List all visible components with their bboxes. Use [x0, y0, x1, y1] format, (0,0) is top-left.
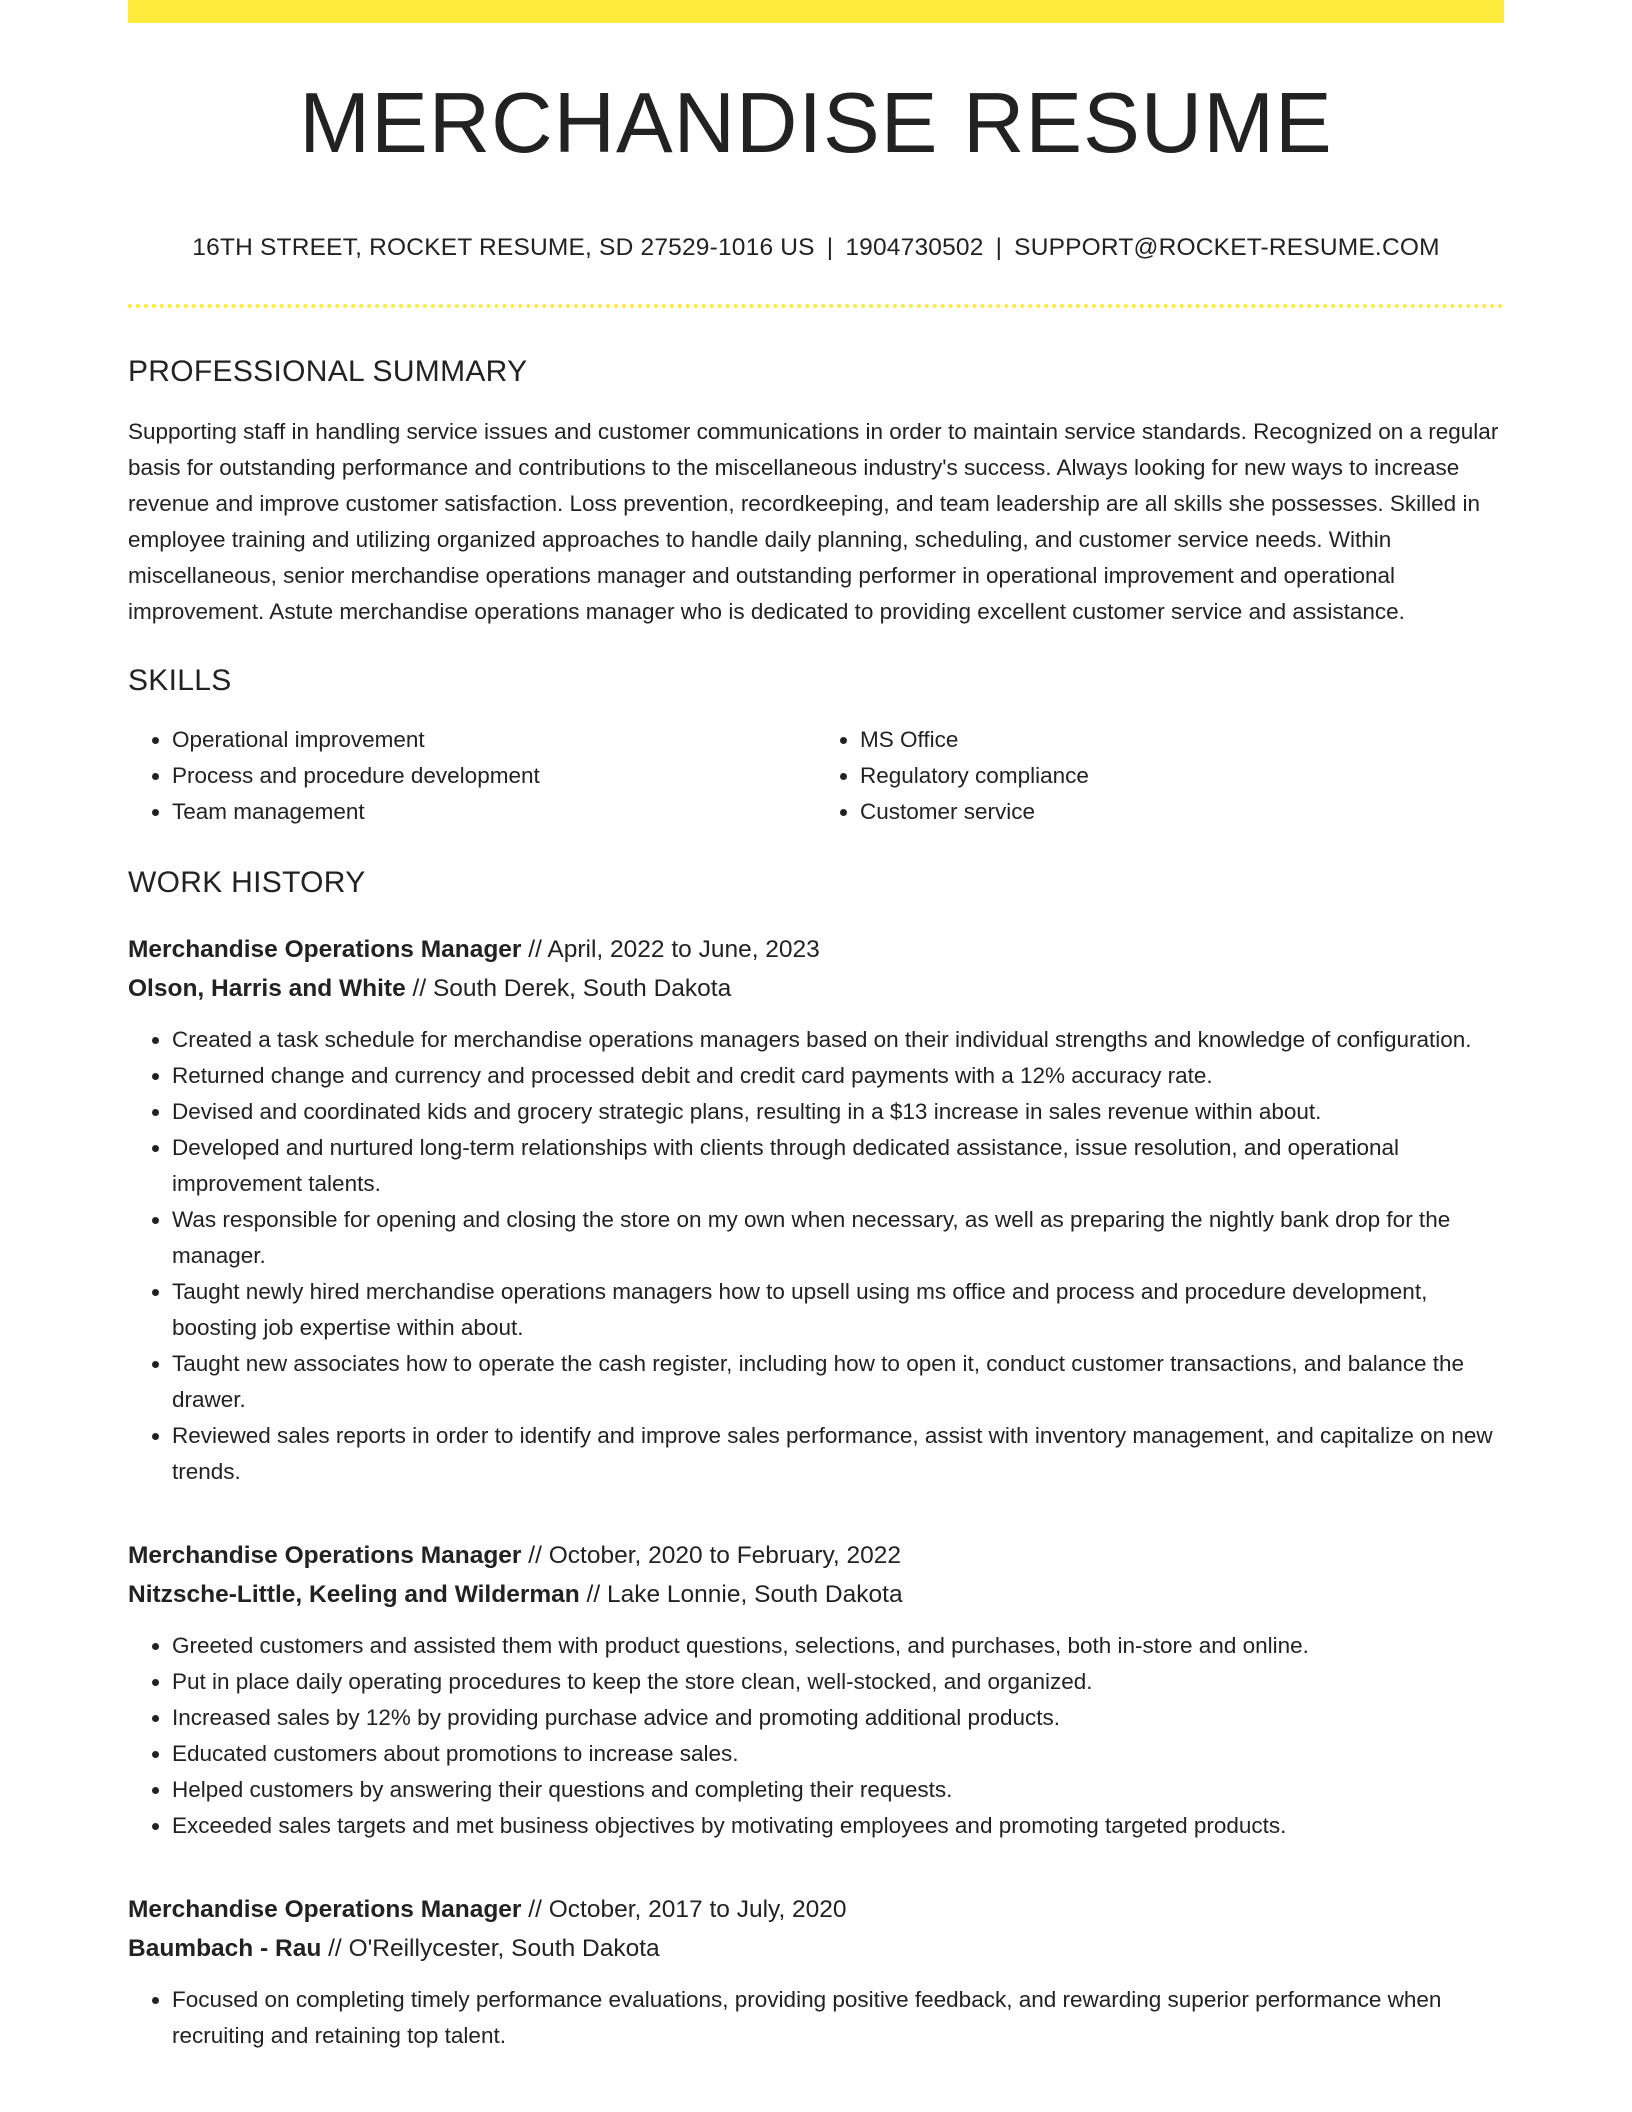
resume-name: MERCHANDISE RESUME	[299, 76, 1333, 171]
job-entry	[128, 930, 1504, 1490]
job-role: Merchandise Operations Manager	[128, 1542, 522, 1569]
summary-text: Supporting staff in handling service issues and customer communications in order to maintain service standards. Recognized on a regular basis for outstanding performance and contributions to the miscellaneous industry's success. Always looking for new ways to increase revenue and improve customer satisfaction. Loss prevention, recordkeeping, and team leadership are all skills she possesses. Skilled in employee training and utilizing organized approaches to handle daily planning, scheduling, and customer service needs. Within miscellaneous, senior merchandise operations manager and outstanding performer in operational improvement and operational improvement. Astute merchandise operations manager who is dedicated to providing excellent customer service and assistance.	[128, 419, 1499, 624]
job-title-line	[128, 1890, 1504, 1929]
job-bullet: • Created a task schedule for merchandise operations managers based on their individual strengths and knowledge of configuration.	[172, 1022, 1504, 1058]
skill-item: • MS Office	[860, 722, 1504, 758]
accent-top-bar	[128, 0, 1504, 23]
contact-phone: 1904730502	[845, 234, 984, 261]
job-company: Olson, Harris and White	[128, 975, 406, 1002]
contact-separator: |	[826, 234, 834, 261]
job-bullet: • Put in place daily operating procedures to keep the store clean, well-stocked, and organized.	[172, 1664, 1504, 1700]
job-dates: April, 2022 to June, 2023	[547, 936, 820, 963]
job-bullet: • Developed and nurtured long-term relationships with clients through dedicated assistance, issue resolution, and operational improvement talents.	[172, 1130, 1504, 1202]
job-company: Baumbach - Rau	[128, 1935, 322, 1962]
job-title-line	[128, 1536, 1504, 1575]
job-company-line	[128, 1929, 1504, 1968]
job-bullet: • Devised and coordinated kids and grocery strategic plans, resulting in a $13 increase in sales revenue within about.	[172, 1094, 1504, 1130]
job-bullets	[128, 1982, 1504, 2054]
skill-item: • Team management	[172, 794, 816, 830]
contact-separator: |	[995, 234, 1003, 261]
skills-column-right	[816, 722, 1504, 830]
job-divider: //	[528, 1542, 542, 1569]
job-dates: October, 2020 to February, 2022	[548, 1542, 902, 1569]
job-divider: //	[412, 975, 427, 1002]
job-bullet: • Was responsible for opening and closing the store on my own when necessary, as well as preparing the nightly bank drop for the manager.	[172, 1202, 1504, 1274]
job-bullet: • Taught newly hired merchandise operations managers how to upsell using ms office and process and procedure development, boosting job expertise within about.	[172, 1274, 1504, 1346]
job-divider: //	[528, 936, 542, 963]
job-bullet: • Focused on completing timely performance evaluations, providing positive feedback, and rewarding superior performance when recruiting and retaining top talent.	[172, 1982, 1504, 2054]
skills-column-left	[128, 722, 816, 830]
job-divider: //	[528, 1896, 542, 1923]
job-dates: October, 2017 to July, 2020	[548, 1896, 847, 1923]
job-bullet: • Greeted customers and assisted them with product questions, selections, and purchases, both in-store and online.	[172, 1628, 1504, 1664]
job-divider: //	[586, 1581, 601, 1608]
skill-item: • Customer service	[860, 794, 1504, 830]
job-bullet: • Increased sales by 12% by providing purchase advice and promoting additional products.	[172, 1700, 1504, 1736]
job-title-line	[128, 930, 1504, 969]
job-entry	[128, 1536, 1504, 1844]
summary-heading: PROFESSIONAL SUMMARY	[128, 355, 528, 388]
skills-heading: SKILLS	[128, 664, 232, 697]
job-role: Merchandise Operations Manager	[128, 1896, 522, 1923]
job-role: Merchandise Operations Manager	[128, 936, 522, 963]
skill-item: • Process and procedure development	[172, 758, 816, 794]
job-bullet: • Exceeded sales targets and met business objectives by motivating employees and promoting targeted products.	[172, 1808, 1504, 1844]
job-location: Lake Lonnie, South Dakota	[606, 1581, 903, 1608]
job-bullet: • Educated customers about promotions to increase sales.	[172, 1736, 1504, 1772]
skill-item: • Regulatory compliance	[860, 758, 1504, 794]
job-company-line	[128, 969, 1504, 1008]
job-location: O'Reillycester, South Dakota	[348, 1935, 660, 1962]
job-company-line	[128, 1575, 1504, 1614]
contact-line	[128, 234, 1504, 262]
job-divider: //	[328, 1935, 342, 1962]
skill-item: • Operational improvement	[172, 722, 816, 758]
job-location: South Derek, South Dakota	[432, 975, 732, 1002]
job-entry	[128, 1890, 1504, 2054]
contact-email: SUPPORT@ROCKET-RESUME.COM	[1014, 234, 1440, 261]
job-bullets	[128, 1628, 1504, 1844]
dotted-divider	[128, 304, 1504, 308]
skills-list	[128, 722, 1504, 830]
job-bullets	[128, 1022, 1504, 1490]
work-history-heading: WORK HISTORY	[128, 866, 366, 899]
job-company: Nitzsche-Little, Keeling and Wilderman	[128, 1581, 580, 1608]
job-bullet: • Taught new associates how to operate the cash register, including how to open it, conduct customer transactions, and balance the drawer.	[172, 1346, 1504, 1418]
job-bullet: • Helped customers by answering their questions and completing their requests.	[172, 1772, 1504, 1808]
contact-address: 16TH STREET, ROCKET RESUME, SD 27529-1016 US	[192, 234, 815, 261]
job-bullet: • Reviewed sales reports in order to identify and improve sales performance, assist with inventory management, and capitalize on new trends.	[172, 1418, 1504, 1490]
job-bullet: • Returned change and currency and processed debit and credit card payments with a 12% accuracy rate.	[172, 1058, 1504, 1094]
resume-page	[128, 0, 1504, 2054]
